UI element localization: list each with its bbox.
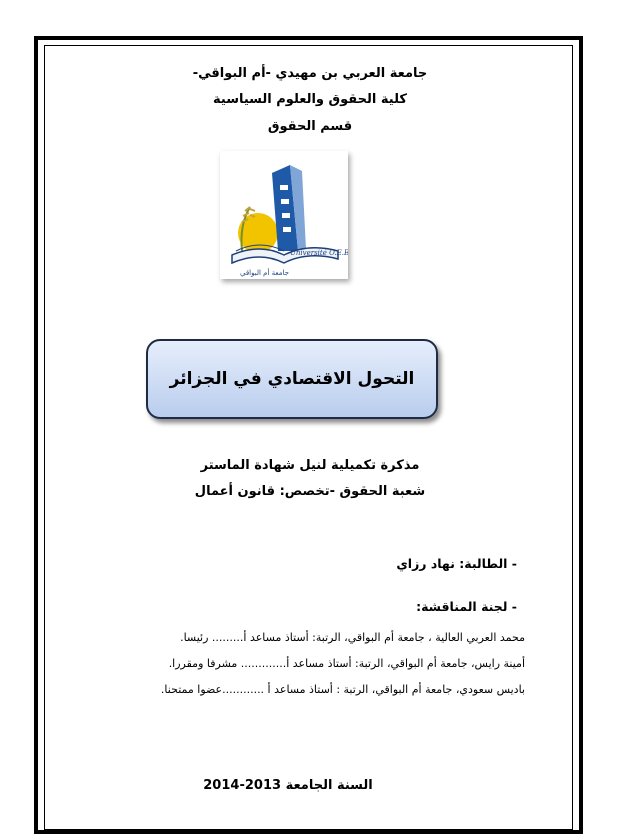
- svg-text:جامعة أم البواقي: جامعة أم البواقي: [240, 269, 289, 277]
- university-name: جامعة العربي بن مهيدي -أم البواقي-: [192, 66, 428, 81]
- faculty-name: كلية الحقوق والعلوم السياسية: [213, 92, 407, 107]
- thesis-title: التحول الاقتصادي في الجزائر: [169, 369, 415, 389]
- committee-member: باديس سعودي، جامعة أم البواقي، الرتبة : أستاذ مساعد أ ............عضوا ممتحنا.: [160, 683, 525, 696]
- thesis-title-box: [146, 339, 438, 419]
- academic-year: السنة الجامعة 2013-2014: [203, 778, 373, 793]
- committee-member: أمينة رايس، جامعة أم البواقي، الرتبة: أستاذ مساعد أ............. مشرفا ومقررا.: [168, 657, 525, 670]
- department-name: قسم الحقوق: [267, 119, 353, 134]
- university-logo-icon: [220, 151, 348, 279]
- degree-line: مذكرة تكميلية لنيل شهادة الماستر: [200, 458, 420, 473]
- university-logo: [220, 151, 348, 279]
- committee-label: - لجنة المناقشة:: [416, 599, 517, 614]
- committee-member: محمد العربي العالية ، جامعة أم البواقي، الرتبة: أستاذ مساعد أ......... رئيسا.: [180, 631, 525, 644]
- specialization-line: شعبة الحقوق -تخصص: قانون أعمال: [194, 484, 426, 499]
- svg-text:Université O.E.B: Université O.E.B: [290, 249, 348, 257]
- student-name: - الطالبة: نهاد رزاي: [396, 556, 517, 571]
